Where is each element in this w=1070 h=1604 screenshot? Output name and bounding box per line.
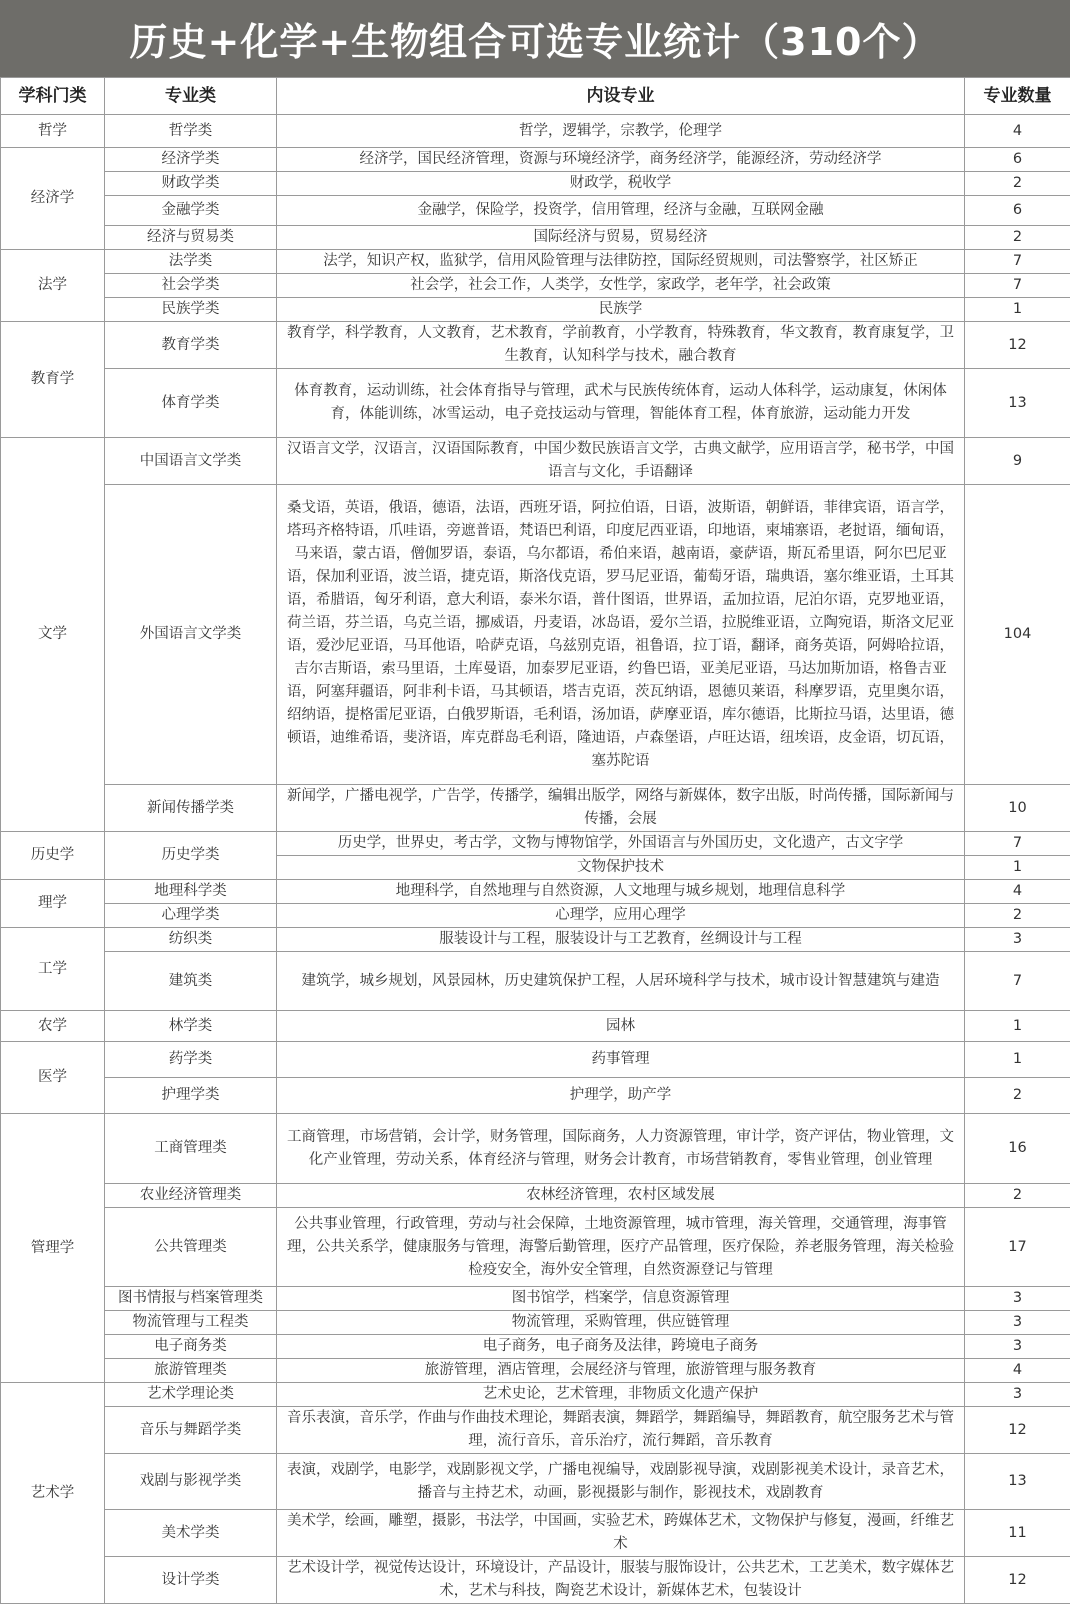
cell-discipline: 工学 (1, 928, 105, 1011)
cell-majors: 图书馆学，档案学，信息资源管理 (277, 1287, 965, 1311)
cell-category: 中国语言文学类 (105, 438, 277, 485)
table-row (1, 298, 1070, 322)
cell-category: 纺织类 (105, 928, 277, 952)
cell-count: 1 (965, 1011, 1070, 1042)
table-row (1, 952, 1070, 1011)
cell-discipline: 教育学 (1, 322, 105, 438)
cell-majors: 金融学，保险学，投资学，信用管理，经济与金融，互联网金融 (277, 196, 965, 226)
header-majors: 内设专业 (277, 78, 965, 115)
table-row (1, 904, 1070, 928)
cell-count: 7 (965, 250, 1070, 274)
cell-category: 工商管理类 (105, 1114, 277, 1184)
cell-discipline: 法学 (1, 250, 105, 322)
cell-majors: 体育教育，运动训练，社会体育指导与管理，武术与民族传统体育，运动人体科学，运动康复，休闲体育，体能训练，冰雪运动，电子竞技运动与管理，智能体育工程，体育旅游，运动能力开发 (277, 369, 965, 438)
cell-discipline: 经济学 (1, 148, 105, 250)
cell-category: 心理学类 (105, 904, 277, 928)
cell-category: 设计学类 (105, 1557, 277, 1604)
cell-majors: 国际经济与贸易，贸易经济 (277, 226, 965, 250)
cell-count: 2 (965, 226, 1070, 250)
cell-category: 林学类 (105, 1011, 277, 1042)
cell-count: 1 (965, 856, 1070, 880)
cell-majors: 心理学，应用心理学 (277, 904, 965, 928)
table-row (1, 1078, 1070, 1114)
table-row (1, 880, 1070, 904)
table-row (1, 1287, 1070, 1311)
cell-majors: 表演，戏剧学，电影学，戏剧影视文学，广播电视编导，戏剧影视导演，戏剧影视美术设计，录音艺术，播音与主持艺术，动画，影视摄影与制作，影视技术，戏剧教育 (277, 1454, 965, 1510)
cell-majors: 音乐表演，音乐学，作曲与作曲技术理论，舞蹈表演，舞蹈学，舞蹈编导，舞蹈教育，航空服务艺术与管理，流行音乐，音乐治疗，流行舞蹈，音乐教育 (277, 1407, 965, 1454)
cell-category: 新闻传播学类 (105, 785, 277, 832)
cell-discipline: 农学 (1, 1011, 105, 1042)
table-row (1, 485, 1070, 785)
cell-majors: 服装设计与工程，服装设计与工艺教育，丝绸设计与工程 (277, 928, 965, 952)
cell-count: 7 (965, 952, 1070, 1011)
cell-count: 6 (965, 148, 1070, 172)
cell-category: 民族学类 (105, 298, 277, 322)
table-row (1, 1359, 1070, 1383)
cell-majors: 财政学，税收学 (277, 172, 965, 196)
cell-count: 13 (965, 1454, 1070, 1510)
cell-category: 外国语言文学类 (105, 485, 277, 785)
cell-category: 建筑类 (105, 952, 277, 1011)
table-row (1, 172, 1070, 196)
cell-count: 2 (965, 1184, 1070, 1208)
cell-count: 1 (965, 1042, 1070, 1078)
cell-majors: 历史学，世界史，考古学，文物与博物馆学，外国语言与外国历史，文化遗产，古文字学 (277, 832, 965, 856)
cell-discipline: 历史学 (1, 832, 105, 880)
cell-majors: 社会学，社会工作，人类学，女性学，家政学，老年学，社会政策 (277, 274, 965, 298)
cell-count: 12 (965, 322, 1070, 369)
table-row (1, 832, 1070, 856)
cell-count: 2 (965, 904, 1070, 928)
cell-discipline: 文学 (1, 438, 105, 832)
cell-majors: 地理科学，自然地理与自然资源，人文地理与城乡规划，地理信息科学 (277, 880, 965, 904)
cell-category: 物流管理与工程类 (105, 1311, 277, 1335)
table-row (1, 785, 1070, 832)
cell-count: 2 (965, 172, 1070, 196)
table-row (1, 1335, 1070, 1359)
table-row (1, 226, 1070, 250)
cell-majors: 文物保护技术 (277, 856, 965, 880)
cell-category: 农业经济管理类 (105, 1184, 277, 1208)
table-row (1, 1510, 1070, 1557)
table-row (1, 1311, 1070, 1335)
cell-category: 社会学类 (105, 274, 277, 298)
page-title: 历史+化学+生物组合可选专业统计（310个） (0, 0, 1070, 77)
cell-category: 电子商务类 (105, 1335, 277, 1359)
cell-count: 11 (965, 1510, 1070, 1557)
cell-majors: 护理学，助产学 (277, 1078, 965, 1114)
cell-category: 公共管理类 (105, 1208, 277, 1287)
cell-majors: 园林 (277, 1011, 965, 1042)
cell-count: 104 (965, 485, 1070, 785)
cell-majors: 桑戈语，英语，俄语，德语，法语，西班牙语，阿拉伯语，日语，波斯语，朝鲜语，菲律宾语，语言学，塔玛齐格特语，爪哇语，旁遮普语，梵语巴利语，印度尼西亚语，印地语，柬埔寨语，老挝语，缅甸语，马来语，蒙古语，僧伽罗语，泰语，乌尔都语，希伯来语，越南语，豪萨语，斯瓦希里语，阿尔巴尼亚语，保加利亚语，波兰语，捷克语，斯洛伐克语，罗马尼亚语，葡萄牙语，瑞典语，塞尔维亚语，土耳其语，希腊语，匈牙利语，意大利语，泰米尔语，普什图语，世界语，孟加拉语，尼泊尔语，克罗地亚语，荷兰语，芬兰语，乌克兰语，挪威语，丹麦语，冰岛语，爱尔兰语，拉脱维亚语，立陶宛语，斯洛文尼亚语，爱沙尼亚语，马耳他语，哈萨克语，乌兹别克语，祖鲁语，拉丁语，翻译，商务英语，阿姆哈拉语，吉尔吉斯语，索马里语，土库曼语，加泰罗尼亚语，约鲁巴语，亚美尼亚语，马达加斯加语，格鲁吉亚语，阿塞拜疆语，阿非利卡语，马其顿语，塔吉克语，茨瓦纳语，恩德贝莱语，科摩罗语，克里奥尔语，绍纳语，提格雷尼亚语，白俄罗斯语，毛利语，汤加语，萨摩亚语，库尔德语，比斯拉马语，达里语，德顿语，迪维希语，斐济语，库克群岛毛利语，隆迪语，卢森堡语，卢旺达语，纽埃语，皮金语，切瓦语，塞苏陀语 (277, 485, 965, 785)
cell-count: 2 (965, 1078, 1070, 1114)
cell-category: 艺术学理论类 (105, 1383, 277, 1407)
cell-count: 4 (965, 880, 1070, 904)
cell-category: 地理科学类 (105, 880, 277, 904)
cell-count: 3 (965, 1335, 1070, 1359)
cell-majors: 农林经济管理，农村区域发展 (277, 1184, 965, 1208)
table-row (1, 1407, 1070, 1454)
table-row (1, 1208, 1070, 1287)
cell-count: 3 (965, 1287, 1070, 1311)
table-row (1, 1114, 1070, 1184)
cell-discipline: 管理学 (1, 1114, 105, 1383)
cell-majors: 艺术史论，艺术管理，非物质文化遗产保护 (277, 1383, 965, 1407)
table-header-row (1, 78, 1070, 115)
cell-majors: 哲学，逻辑学，宗教学，伦理学 (277, 115, 965, 148)
table-row (1, 438, 1070, 485)
table-row (1, 1011, 1070, 1042)
cell-category: 戏剧与影视学类 (105, 1454, 277, 1510)
cell-majors: 经济学，国民经济管理，资源与环境经济学，商务经济学，能源经济，劳动经济学 (277, 148, 965, 172)
header-count: 专业数量 (965, 78, 1070, 115)
header-discipline: 学科门类 (1, 78, 105, 115)
cell-count: 7 (965, 274, 1070, 298)
cell-category: 教育学类 (105, 322, 277, 369)
cell-majors: 建筑学，城乡规划，风景园林，历史建筑保护工程，人居环境科学与技术，城市设计智慧建筑与建造 (277, 952, 965, 1011)
cell-category: 法学类 (105, 250, 277, 274)
table-row (1, 1042, 1070, 1078)
cell-count: 6 (965, 196, 1070, 226)
cell-count: 17 (965, 1208, 1070, 1287)
majors-table (0, 77, 1070, 1604)
cell-count: 4 (965, 1359, 1070, 1383)
cell-discipline: 艺术学 (1, 1383, 105, 1604)
cell-category: 经济与贸易类 (105, 226, 277, 250)
cell-category: 旅游管理类 (105, 1359, 277, 1383)
header-category: 专业类 (105, 78, 277, 115)
cell-count: 13 (965, 369, 1070, 438)
table-row (1, 274, 1070, 298)
table-row (1, 196, 1070, 226)
cell-category: 体育学类 (105, 369, 277, 438)
cell-category: 美术学类 (105, 1510, 277, 1557)
cell-count: 9 (965, 438, 1070, 485)
cell-discipline: 哲学 (1, 115, 105, 148)
cell-majors: 物流管理，采购管理，供应链管理 (277, 1311, 965, 1335)
cell-count: 12 (965, 1407, 1070, 1454)
cell-category: 药学类 (105, 1042, 277, 1078)
cell-majors: 工商管理，市场营销，会计学，财务管理，国际商务，人力资源管理，审计学，资产评估，物业管理，文化产业管理，劳动关系，体育经济与管理，财务会计教育，市场营销教育，零售业管理，创业管理 (277, 1114, 965, 1184)
cell-majors: 旅游管理，酒店管理，会展经济与管理，旅游管理与服务教育 (277, 1359, 965, 1383)
cell-discipline: 医学 (1, 1042, 105, 1114)
cell-category: 图书情报与档案管理类 (105, 1287, 277, 1311)
table-row (1, 148, 1070, 172)
cell-majors: 汉语言文学，汉语言，汉语国际教育，中国少数民族语言文学，古典文献学，应用语言学，秘书学，中国语言与文化，手语翻译 (277, 438, 965, 485)
cell-category: 历史学类 (105, 832, 277, 880)
cell-category: 财政学类 (105, 172, 277, 196)
table-row (1, 1454, 1070, 1510)
cell-discipline: 理学 (1, 880, 105, 928)
cell-majors: 公共事业管理，行政管理，劳动与社会保障，土地资源管理，城市管理，海关管理，交通管理，海事管理，公共关系学，健康服务与管理，海警后勤管理，医疗产品管理，医疗保险，养老服务管理，海关检验检疫安全，海外安全管理，自然资源登记与管理 (277, 1208, 965, 1287)
cell-count: 16 (965, 1114, 1070, 1184)
table-row (1, 1184, 1070, 1208)
table-row (1, 115, 1070, 148)
cell-count: 1 (965, 298, 1070, 322)
cell-majors: 电子商务，电子商务及法律，跨境电子商务 (277, 1335, 965, 1359)
cell-category: 护理学类 (105, 1078, 277, 1114)
cell-majors: 法学，知识产权，监狱学，信用风险管理与法律防控，国际经贸规则，司法警察学，社区矫正 (277, 250, 965, 274)
cell-majors: 药事管理 (277, 1042, 965, 1078)
table-row (1, 369, 1070, 438)
cell-majors: 艺术设计学，视觉传达设计，环境设计，产品设计，服装与服饰设计，公共艺术，工艺美术，数字媒体艺术，艺术与科技，陶瓷艺术设计，新媒体艺术，包装设计 (277, 1557, 965, 1604)
cell-category: 经济学类 (105, 148, 277, 172)
table-row (1, 928, 1070, 952)
cell-count: 3 (965, 1311, 1070, 1335)
cell-count: 12 (965, 1557, 1070, 1604)
cell-count: 4 (965, 115, 1070, 148)
table-row (1, 322, 1070, 369)
cell-majors: 美术学，绘画，雕塑，摄影，书法学，中国画，实验艺术，跨媒体艺术，文物保护与修复，漫画，纤维艺术 (277, 1510, 965, 1557)
cell-category: 哲学类 (105, 115, 277, 148)
cell-count: 10 (965, 785, 1070, 832)
cell-majors: 教育学，科学教育，人文教育，艺术教育，学前教育，小学教育，特殊教育，华文教育，教育康复学，卫生教育，认知科学与技术，融合教育 (277, 322, 965, 369)
table-row (1, 250, 1070, 274)
cell-count: 3 (965, 1383, 1070, 1407)
cell-majors: 民族学 (277, 298, 965, 322)
cell-category: 金融学类 (105, 196, 277, 226)
cell-category: 音乐与舞蹈学类 (105, 1407, 277, 1454)
table-row (1, 1383, 1070, 1407)
cell-count: 7 (965, 832, 1070, 856)
cell-count: 3 (965, 928, 1070, 952)
cell-majors: 新闻学，广播电视学，广告学，传播学，编辑出版学，网络与新媒体，数字出版，时尚传播，国际新闻与传播，会展 (277, 785, 965, 832)
table-row (1, 1557, 1070, 1604)
